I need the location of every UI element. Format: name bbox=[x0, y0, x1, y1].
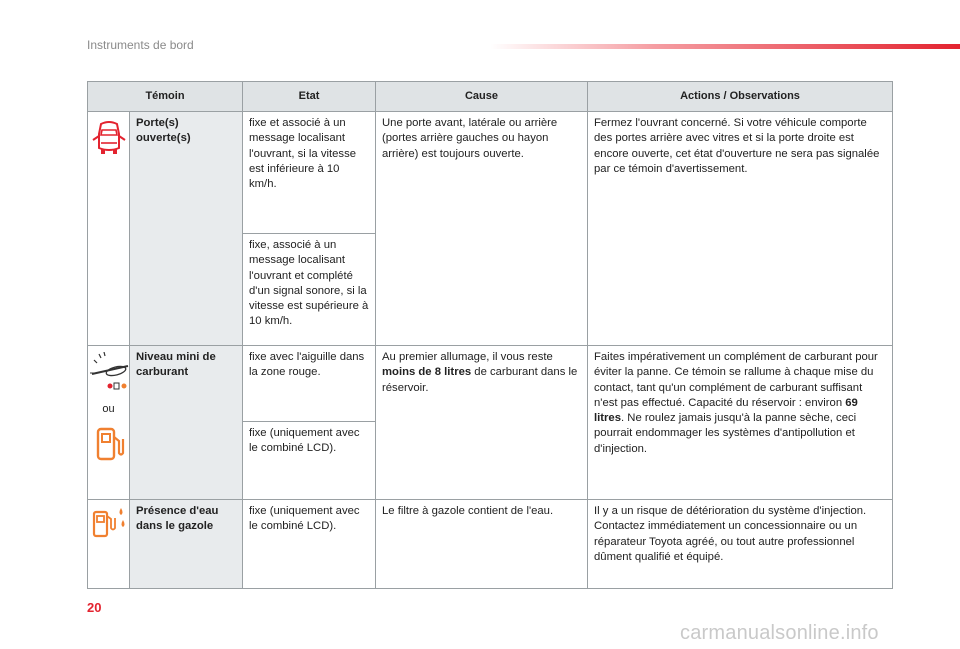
actions-text: Faites impérativement un complément de carburant pour éviter la panne. Ce témoin se rallume à chaque mise du contact, tant qu'un complément de carburant suffisant n'est pas effectué. Capacité du réservoir : environ bbox=[594, 351, 878, 409]
warning-name: Niveau mini de carburant bbox=[130, 346, 243, 500]
state-cell: fixe avec l'aiguille dans la zone rouge. bbox=[243, 346, 376, 422]
state-cell: fixe et associé à un message localisant l'ouvrant, si la vitesse est inférieure à 10 km/h. bbox=[243, 112, 376, 234]
state-cell: fixe (uniquement avec le combiné LCD). bbox=[243, 422, 376, 500]
water-icon-cell bbox=[88, 500, 130, 589]
cause-emphasis: moins de 8 litres bbox=[382, 366, 472, 379]
watermark: carmanualsonline.info bbox=[680, 622, 879, 644]
state-cell: fixe, associé à un message localisant l'ouvrant et complété d'un signal sonore, si la vitesse est supérieure à 10 km/h. bbox=[243, 234, 376, 346]
table-row bbox=[88, 346, 893, 422]
section-title: Instruments de bord bbox=[87, 38, 194, 52]
door-open-warning-icon bbox=[92, 118, 126, 158]
column-header-temoin: Témoin bbox=[88, 82, 243, 112]
cause-cell: Le filtre à gazole contient de l'eau. bbox=[376, 500, 588, 589]
column-header-actions: Actions / Observations bbox=[588, 82, 893, 112]
fuel-gauge-icon bbox=[90, 352, 130, 394]
actions-emphasis: 69 litres bbox=[594, 396, 858, 425]
column-header-cause: Cause bbox=[376, 82, 588, 112]
table-row bbox=[88, 112, 893, 234]
cause-text: Au premier allumage, il vous reste bbox=[382, 351, 553, 363]
fuel-icon-cell bbox=[88, 346, 130, 500]
table-header-row bbox=[88, 82, 893, 112]
warning-lights-table bbox=[87, 81, 893, 589]
cause-cell: Une porte avant, latérale ou arrière (portes arrière gauches ou hayon arrière) est toujours ouverte. bbox=[376, 112, 588, 346]
cause-text: de carburant dans le réservoir. bbox=[382, 366, 578, 394]
fuel-pump-icon bbox=[92, 427, 126, 463]
door-icon-cell bbox=[88, 112, 130, 346]
actions-cell bbox=[588, 346, 893, 500]
table-row bbox=[88, 500, 893, 589]
column-header-etat: Etat bbox=[243, 82, 376, 112]
actions-text: . Ne roulez jamais jusqu'à la panne sèche, ceci pourrait endommager les systèmes d'antipollution et d'injection. bbox=[594, 412, 857, 455]
page-number: 20 bbox=[87, 600, 102, 615]
header-accent-bar bbox=[490, 44, 960, 49]
water-in-diesel-icon bbox=[90, 506, 128, 540]
or-label: ou bbox=[102, 403, 115, 415]
state-cell: fixe (uniquement avec le combiné LCD). bbox=[243, 500, 376, 589]
actions-cell: Il y a un risque de détérioration du système d'injection. Contactez immédiatement un concessionnaire ou un réparateur Toyota agréé, ou tout autre professionnel dûment qualifié et équipé. bbox=[588, 500, 893, 589]
warning-name: Présence d'eau dans le gazole bbox=[130, 500, 243, 589]
cause-cell bbox=[376, 346, 588, 500]
actions-cell: Fermez l'ouvrant concerné. Si votre véhicule comporte des portes arrière avec vitres et si la porte droite est encore ouverte, cet état d'ouverture ne sera pas signalée par ce témoin d'avertissement. bbox=[588, 112, 893, 346]
warning-name: Porte(s) ouverte(s) bbox=[130, 112, 243, 346]
